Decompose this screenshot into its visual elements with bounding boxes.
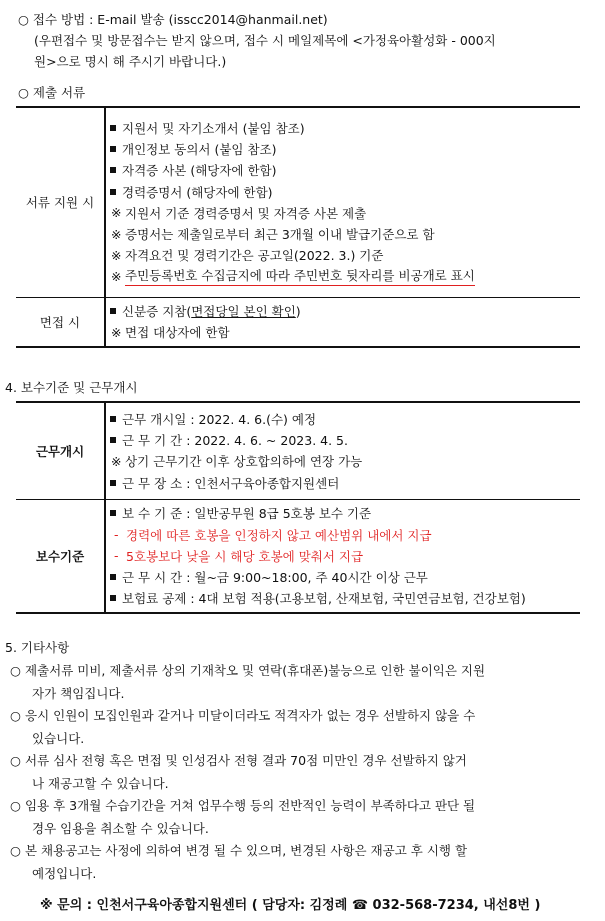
receipt-method-line: ○ 접수 방법 : E-mail 발송 (isscc2014@hanmail.net): [18, 12, 328, 27]
square-bullet-icon: [110, 437, 116, 443]
notice-item: [10, 659, 595, 704]
list-item: [108, 451, 580, 472]
item-text: 경력에 따른 호봉을 인정하지 않고 예산범위 내에서 지급: [126, 527, 432, 543]
section5-heading: 5. 기타사항: [5, 640, 70, 655]
list-item: [108, 408, 580, 429]
item-text: 자격증 사본 (해당자에 한함): [122, 163, 277, 179]
list-item: [108, 266, 580, 287]
list-item: [108, 524, 580, 545]
item-text: 근 무 기 간 : 2022. 4. 6. ~ 2023. 4. 5.: [122, 433, 348, 449]
item-text: 주민등록번호 수집금지에 따라 주민번호 뒷자리를 비공개로 표시: [125, 266, 475, 286]
reference-mark-icon: ※: [111, 226, 122, 242]
pay-standard-label: 보수기준: [16, 499, 105, 613]
notice-text-line1: 임용 후 3개월 수습기간을 거쳐 업무수행 등의 전반적인 능력이 부족하다고 판단 될: [25, 798, 476, 814]
list-item: [108, 588, 580, 609]
notice-text-line2: 나 재공고할 수 있습니다.: [32, 775, 169, 791]
reference-mark-icon: ※: [111, 205, 122, 221]
square-bullet-icon: [110, 510, 116, 516]
contact-line: ※ 문의 : 인천서구육아종합지원센터 ( 담당자: 김정례 ☎ 032-568-7234, 내선8번 ): [40, 898, 541, 913]
circle-bullet-icon: ○: [10, 797, 21, 813]
receipt-note-line1: (우편접수 및 방문접수는 받지 않으며, 접수 시 메일제목에 <가정육아활성화 - 000지: [34, 33, 496, 48]
item-text: 근 무 장 소 : 인천서구육아종합지원센터: [122, 475, 340, 491]
list-item: [108, 545, 580, 566]
pay-table: [16, 401, 580, 614]
reference-mark-icon: ※: [111, 324, 122, 340]
item-text: 증명서는 제출일로부터 최근 3개월 이내 발급기준으로 함: [125, 227, 435, 243]
list-item: [108, 202, 580, 223]
item-text: 개인정보 동의서 (붙임 참조): [122, 142, 277, 158]
list-item: [108, 139, 580, 160]
interview-note: ※ 면접 대상자에 한함: [111, 324, 230, 341]
item-text: 자격요건 및 경력기간은 공고일(2022. 3.) 기준: [125, 248, 384, 264]
pay-standard-items: [105, 499, 580, 613]
square-bullet-icon: [110, 189, 116, 195]
notice-item: [10, 704, 595, 749]
list-item: [108, 160, 580, 181]
interview-items: [105, 297, 580, 347]
notice-text-line2: 경우 임용을 취소할 수 있습니다.: [32, 820, 209, 836]
interview-label: 면접 시: [16, 297, 105, 347]
list-item: [108, 181, 580, 202]
list-item: [108, 223, 580, 244]
doc-apply-label: 서류 지원 시: [16, 107, 105, 297]
list-item: [108, 503, 580, 524]
work-start-label: 근무개시: [16, 402, 105, 499]
item-text: 5호봉보다 낮을 시 해당 호봉에 맞춰서 지급: [126, 548, 364, 564]
item-text: 지원서 및 자기소개서 (붙임 참조): [122, 121, 305, 137]
notice-text-line2: 있습니다.: [32, 730, 85, 746]
reference-mark-icon: ※: [111, 268, 122, 284]
documents-table: [16, 106, 580, 348]
notice-text-line1: 제출서류 미비, 제출서류 상의 기재착오 및 연락(휴대폰)불능으로 인한 불이익은 지원: [25, 663, 486, 679]
notice-item: [10, 794, 595, 839]
item-text: 근무 개시일 : 2022. 4. 6.(수) 예정: [122, 411, 317, 427]
square-bullet-icon: [110, 595, 116, 601]
receipt-note-line2: 원>으로 명시 해 주시기 바랍니다.): [34, 54, 227, 69]
list-item: [108, 566, 580, 587]
reference-mark-icon: ※: [111, 247, 122, 263]
square-bullet-icon: [110, 416, 116, 422]
circle-bullet-icon: ○: [10, 707, 21, 723]
dash-mark: -: [114, 527, 119, 543]
item-text: 상기 근무기간 이후 상호합의하에 연장 가능: [125, 454, 363, 470]
doc-apply-items: [105, 107, 580, 297]
item-text: 경력증명서 (해당자에 한함): [122, 184, 273, 200]
item-text: 근 무 시 간 : 월~금 9:00~18:00, 주 40시간 이상 근무: [122, 569, 428, 585]
square-bullet-icon: [110, 167, 116, 173]
square-bullet-icon: [110, 308, 116, 314]
notice-text-line1: 서류 심사 전형 혹은 면접 및 인성검사 전형 결과 70점 미만인 경우 선발하지 않거: [25, 753, 467, 769]
work-start-items: [105, 402, 580, 499]
square-bullet-icon: [110, 574, 116, 580]
square-bullet-icon: [110, 125, 116, 131]
square-bullet-icon: [110, 480, 116, 486]
circle-bullet-icon: ○: [10, 842, 21, 858]
square-bullet-icon: [110, 146, 116, 152]
item-text: 지원서 기준 경력증명서 및 자격증 사본 제출: [125, 205, 367, 221]
list-item: [108, 245, 580, 266]
list-item: [108, 118, 580, 139]
notice-item: [10, 839, 595, 884]
notice-text-line1: 응시 인원이 모집인원과 같거나 미달이더라도 적격자가 없는 경우 선발하지 않을 수: [25, 708, 476, 724]
notice-text-line1: 본 채용공고는 사정에 의하여 변경 될 수 있으며, 변경된 사항은 재공고 후 시행 할: [25, 843, 468, 859]
notice-text-line2: 예정입니다.: [32, 865, 97, 881]
notice-item: [10, 749, 595, 794]
list-item: [108, 430, 580, 451]
item-text: 보 수 기 준 : 일반공무원 8급 5호봉 보수 기준: [122, 506, 372, 522]
circle-bullet-icon: ○: [10, 662, 21, 678]
dash-mark: -: [114, 548, 119, 564]
item-text: 보험료 공제 : 4대 보험 적용(고용보험, 산재보험, 국민연금보험, 건강보험): [122, 591, 526, 607]
section4-heading: 4. 보수기준 및 근무개시: [5, 380, 138, 395]
reference-mark-icon: ※: [111, 453, 122, 469]
notice-text-line2: 자가 책임집니다.: [32, 685, 125, 701]
section5-list: [10, 659, 595, 884]
interview-item: 신분증 지참( 면접당일 본인 확인 ): [108, 301, 580, 322]
documents-heading: ○ 제출 서류: [18, 85, 86, 100]
list-item: [108, 472, 580, 493]
circle-bullet-icon: ○: [10, 752, 21, 768]
